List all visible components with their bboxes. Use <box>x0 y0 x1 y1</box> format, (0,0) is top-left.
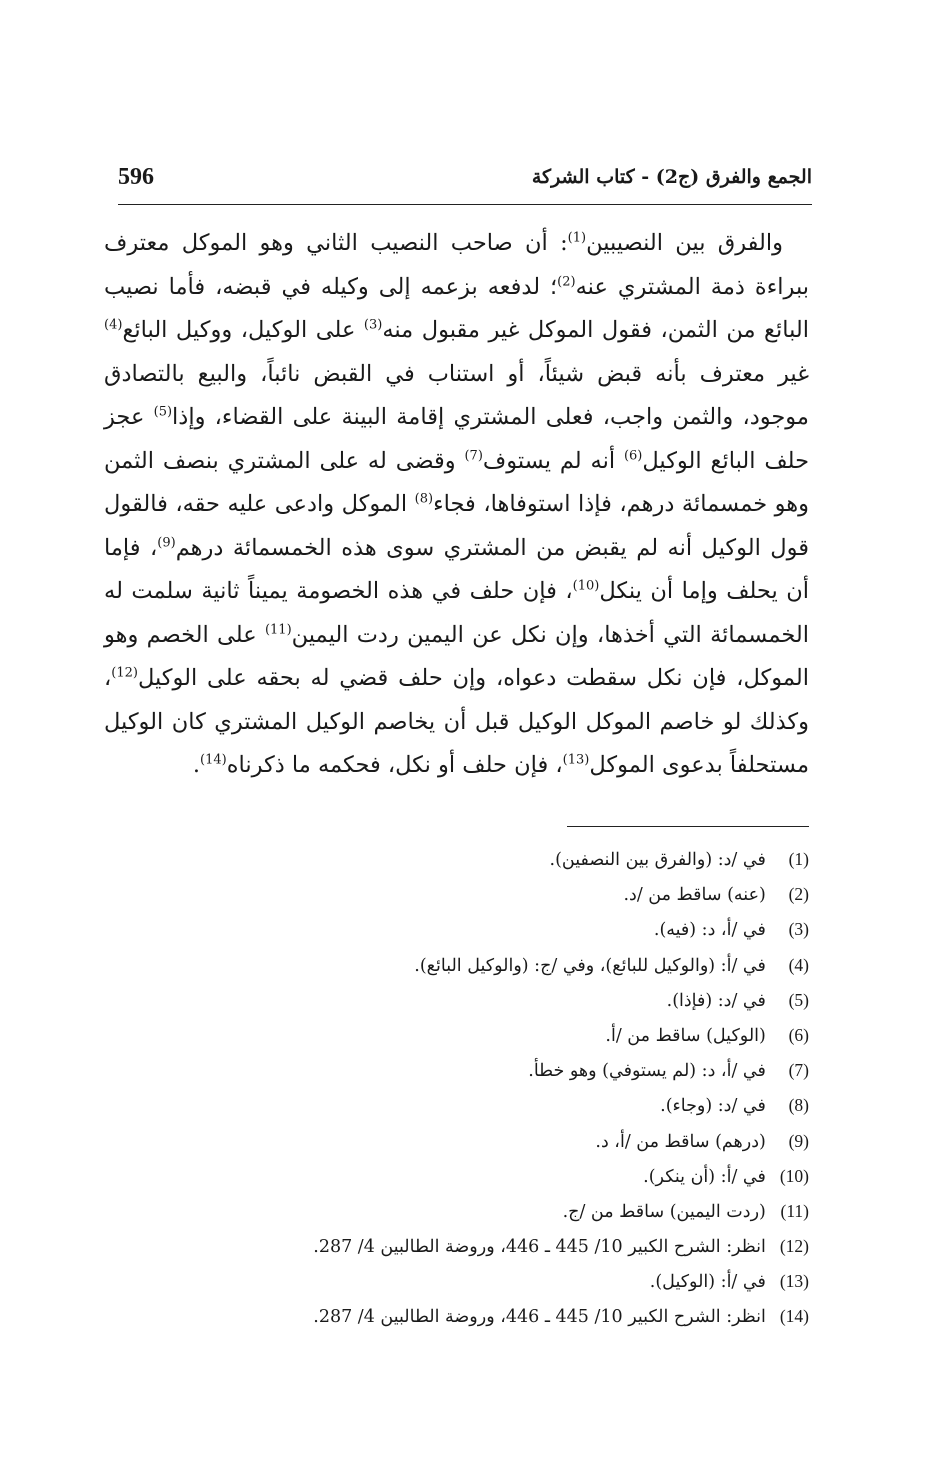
body-text <box>104 222 809 788</box>
footnote-text: (عنه) ساقط من /د. <box>623 885 766 906</box>
footnote-item <box>200 948 809 983</box>
footnote-item <box>200 1299 809 1334</box>
footnote-marker: (12) <box>111 665 138 681</box>
footnote-text: في /أ: (الوكيل). <box>649 1272 766 1293</box>
footnote-text: (ردت اليمين) ساقط من /ج. <box>562 1201 766 1222</box>
footnote-item <box>200 1194 809 1229</box>
running-title: الجمع والفرق (ج2) - كتاب الشركة <box>531 166 812 188</box>
footnote-marker: (13) <box>562 752 590 768</box>
footnote-number: (6) <box>788 1024 809 1045</box>
footnote-text: انظر: الشرح الكبير 10/ 445 ـ 446، وروضة الطالبين 4/ 287. <box>313 1307 766 1328</box>
footnote-divider <box>567 826 809 827</box>
body-paragraph <box>104 230 809 778</box>
footnote-item <box>200 842 809 877</box>
footnote-number: (12) <box>779 1236 809 1257</box>
body-text-segment: والفرق بين النصيبين <box>586 230 783 256</box>
footnote-item <box>200 912 809 947</box>
footnote-number: (11) <box>780 1200 809 1221</box>
footnote-text: (الوكيل) ساقط من /أ. <box>605 1025 766 1046</box>
body-text-segment: على الوكيل، ووكيل البائع <box>122 317 364 343</box>
footnote-marker: (2) <box>557 274 576 289</box>
footnote-item <box>200 877 809 912</box>
footnote-text: في /أ، د: (فيه). <box>653 920 766 941</box>
body-text-segment: ؛ لدفعه بزعمه إلى وكيله في قبضه، فأما نصيب البائع من الثمن، فقول الموكل غير مقبول منه <box>104 273 809 343</box>
footnote-marker: (10) <box>572 578 600 594</box>
body-text-segment: ، فإما أن يحلف وإما أن ينكل <box>104 534 809 604</box>
page-number: 596 <box>118 164 154 190</box>
footnote-marker: (11) <box>264 622 292 637</box>
footnote-marker: (6) <box>623 448 643 463</box>
footnote-item <box>200 983 809 1018</box>
footnote-number: (3) <box>788 919 809 940</box>
footnote-text: في /أ، د: (لم يستوفي) وهو خطأ. <box>528 1061 766 1082</box>
body-text-segment: وقضى له على المشتري بنصف الثمن وهو خمسمائة درهم، فإذا استوفاها، فجاء <box>104 447 809 517</box>
footnote-item <box>200 1229 809 1264</box>
footnote-number: (7) <box>788 1060 809 1081</box>
body-text-segment: الموكل وادعى عليه حقه، فالقول قول الوكيل أنه لم يقبض من المشتري سوى هذه الخمسمائة درهم <box>104 491 810 561</box>
body-text-segment: ، وكذلك لو خاصم الموكل الوكيل قبل أن يخاصم الوكيل المشتري كان الوكيل مستحلفاً بدعوى الموكل <box>104 665 809 778</box>
footnote-marker: (7) <box>464 448 483 463</box>
footnote-marker: (8) <box>414 491 434 507</box>
body-text-segment: : أن صاحب النصيب الثاني وهو الموكل معترف ببراءة ذمة المشتري عنه <box>104 230 809 300</box>
footnote-text: في /أ: (أن ينكر). <box>643 1166 766 1187</box>
footnote-item <box>200 1053 809 1088</box>
footnote-marker: (9) <box>157 535 176 550</box>
footnote-marker: (3) <box>363 317 383 333</box>
footnote-text: في /أ: (والوكيل للبائع)، وفي /ج: (والوكيل البائع). <box>414 955 766 976</box>
footnote-item <box>200 1124 809 1159</box>
footnote-text: انظر: الشرح الكبير 10/ 445 ـ 446، وروضة الطالبين 4/ 287. <box>313 1237 766 1258</box>
footnote-marker: (1) <box>567 230 587 246</box>
footnote-number: (9) <box>788 1130 809 1151</box>
footnote-marker: (4) <box>104 317 123 333</box>
page-header <box>118 162 812 205</box>
body-text-segment: أنه لم يستوف <box>482 447 624 474</box>
body-text-segment: ، فإن حلف أو نكل، فحكمه ما ذكرناه <box>226 752 563 778</box>
footnote-number: (13) <box>779 1271 809 1292</box>
footnote-item <box>200 1264 809 1299</box>
footnote-number: (5) <box>788 989 809 1010</box>
footnote-item <box>200 1159 809 1194</box>
body-text-segment: ، فإن حلف في هذه الخصومة يميناً ثانية سلمت له الخمسمائة التي أخذها، وإن نكل عن اليمين ردت اليمين <box>104 578 809 648</box>
body-text-segment: . <box>192 752 200 778</box>
footnote-list <box>200 842 809 1335</box>
footnote-number: (2) <box>788 884 809 905</box>
footnote-item <box>200 1088 809 1123</box>
footnote-item <box>200 1018 809 1053</box>
footnote-marker: (5) <box>153 404 173 420</box>
footnote-number: (8) <box>788 1095 809 1116</box>
footnote-number: (4) <box>788 954 809 975</box>
body-text-segment: عجز حلف البائع الوكيل <box>104 404 809 474</box>
footnote-text: في /د: (فإذا). <box>666 990 766 1011</box>
footnote-text: في /د: (والفرق بين النصفين). <box>549 850 766 870</box>
footnote-number: (10) <box>779 1165 809 1186</box>
footnote-number: (1) <box>788 849 809 869</box>
footnote-marker: (14) <box>199 752 227 768</box>
footnote-number: (14) <box>779 1306 809 1327</box>
footnote-text: في /د: (وجاء). <box>660 1096 766 1117</box>
body-text-segment: على الخصم وهو الموكل، فإن نكل سقطت دعواه، وإن حلف قضي له بحقه على الوكيل <box>104 621 809 691</box>
body-text-segment: غير معترف بأنه قبض شيئاً، أو استناب في القبض نائباً، والبيع بالتصادق موجود، والثمن واجب، فعلى المشتري إقامة البينة على القضاء، وإذا <box>104 360 809 430</box>
footnote-text: (درهم) ساقط من /أ، د. <box>595 1131 766 1152</box>
